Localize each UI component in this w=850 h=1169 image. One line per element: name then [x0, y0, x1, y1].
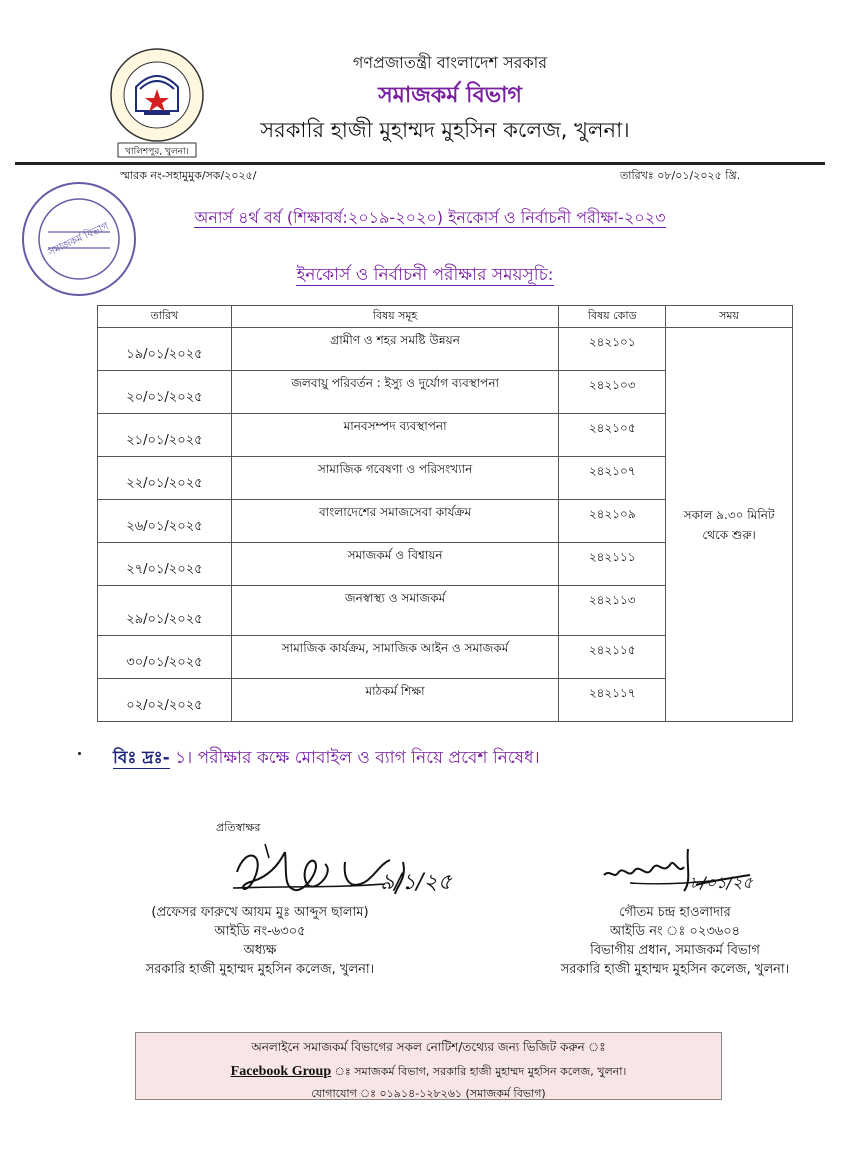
row-code: ২৪২১১৩	[559, 586, 666, 636]
row-subject: সামাজিক কার্যক্রম, সামাজিক আইন ও সমাজকর্ম	[231, 636, 558, 679]
schedule-title-text: ইনকোর্স ও নির্বাচনী পরীক্ষার সময়সূচি:	[296, 265, 554, 285]
principal-signature-date: ৯/১/২৫	[380, 870, 452, 895]
row-code: ২৪২১১১	[559, 543, 666, 586]
row-subject: সমাজকর্ম ও বিশ্বায়ন	[231, 543, 558, 586]
countersign-label: প্রতিস্বাক্ষর	[216, 821, 261, 834]
department-head-block	[520, 903, 830, 979]
principal-designation: অধ্যক্ষ	[243, 943, 277, 958]
row-subject: সামাজিক গবেষণা ও পরিসংখ্যান	[231, 457, 558, 500]
department-title: সমাজকর্ম বিভাগ	[378, 83, 522, 108]
head-name: গৌতম চন্দ্র হাওলাদার	[619, 905, 731, 920]
exam-title	[160, 205, 700, 232]
row-code: ২৪২১০৫	[559, 414, 666, 457]
row-date: ১৯/০১/২০২৫	[98, 328, 232, 371]
issue-date: তারিখঃ ০৮/০১/২০২৫ খ্রি.	[620, 169, 741, 182]
note-heading: বিঃ দ্রঃ-	[113, 748, 170, 768]
head-id: আইডি নং ঃ ০২৩৬০৪	[609, 924, 741, 939]
government-title: গণপ্রজাতন্ত্রী বাংলাদেশ সরকার	[352, 53, 548, 72]
logo-caption: খালিশপুর, খুলনা।	[125, 147, 189, 157]
facebook-group-text: ঃ সমাজকর্ম বিভাগ, সরকারি হাজী মুহাম্মদ মুহসিন কলেজ, খুলনা।	[331, 1065, 627, 1078]
row-subject: মাঠকর্ম শিক্ষা	[231, 679, 558, 722]
row-date: ০২/০২/২০২৫	[98, 679, 232, 722]
row-subject: মানবসম্পদ ব্যবস্থাপনা	[231, 414, 558, 457]
header-subject: বিষয় সমূহ	[231, 306, 558, 328]
header-divider	[15, 162, 825, 165]
header-date: তারিখ	[98, 306, 232, 328]
exam-title-text: অনার্স ৪র্থ বর্ষ (শিক্ষাবর্ষ:২০১৯-২০২০) ইনকোর্স ও নির্বাচনী পরীক্ষা-২০২৩	[194, 208, 666, 227]
row-subject: জলবায়ু পরিবর্তন : ইস্যু ও দুর্যোগ ব্যবস্থাপনা	[231, 371, 558, 414]
time-line-1: সকাল ৯.৩০ মিনিট	[683, 507, 775, 522]
row-subject: বাংলাদেশের সমাজসেবা কার্যক্রম	[231, 500, 558, 543]
row-code: ২৪২১১৫	[559, 636, 666, 679]
footer-contact: যোগাযোগ ঃ ০১৯১৪-১২৮২৬১ (সমাজকর্ম বিভাগ)	[311, 1087, 546, 1100]
notice-note	[113, 745, 540, 773]
row-date: ২৭/০১/২০২৫	[98, 543, 232, 586]
seal-center-text: সমাজকর্ম বিভাগ	[46, 220, 111, 259]
principal-name: (প্রফেসর ফারুখে আযম মুঃ আব্দুস ছালাম)	[151, 905, 369, 920]
header-time: সময়	[666, 306, 793, 328]
footer-facebook-line	[136, 1063, 721, 1082]
footer-visit-line: অনলাইনে সমাজকর্ম বিভাগের সকল নোটিশ/তথ্যের জন্য ভিজিট করুন ঃ	[251, 1040, 606, 1054]
footer-box	[135, 1032, 722, 1100]
row-code: ২৪২১০৭	[559, 457, 666, 500]
memo-number: স্মারক নং-সহামুমুক/সক/২০২৫/	[120, 169, 257, 182]
row-date: ২১/০১/২০২৫	[98, 414, 232, 457]
college-title: সরকারি হাজী মুহাম্মদ মুহসিন কলেজ, খুলনা।	[260, 118, 630, 142]
row-date: ৩০/০১/২০২৫	[98, 636, 232, 679]
principal-block	[120, 903, 400, 979]
row-code: ২৪২১১৭	[559, 679, 666, 722]
schedule-title	[260, 262, 590, 290]
head-signature-date: ৮/০১/২৫	[690, 873, 753, 892]
row-date: ২০/০১/২০২৫	[98, 371, 232, 414]
note-text: ১। পরীক্ষার কক্ষে মোবাইল ও ব্যাগ নিয়ে প্রবেশ নিষেধ।	[169, 748, 540, 768]
exam-time	[666, 328, 793, 722]
row-date: ২৬/০১/২০২৫	[98, 500, 232, 543]
table-row	[98, 328, 793, 371]
row-code: ২৪২১০১	[559, 328, 666, 371]
principal-id: আইডি নং-৬৩০৫	[214, 924, 306, 939]
header-code: বিষয় কোড	[559, 306, 666, 328]
row-subject: জনস্বাস্থ্য ও সমাজকর্ম	[231, 586, 558, 636]
time-line-2: থেকে শুরু।	[702, 527, 756, 542]
row-subject: গ্রামীণ ও শহর সমষ্টি উন্নয়ন	[231, 328, 558, 371]
row-date: ২২/০১/২০২৫	[98, 457, 232, 500]
table-header-row	[98, 306, 793, 328]
department-seal	[20, 180, 138, 298]
principal-college: সরকারি হাজী মুহাম্মদ মুহসিন কলেজ, খুলনা।	[145, 962, 375, 977]
row-code: ২৪২১০৩	[559, 371, 666, 414]
row-code: ২৪২১০৯	[559, 500, 666, 543]
facebook-group-label: Facebook Group	[230, 1064, 332, 1079]
college-logo	[104, 45, 210, 160]
stray-dot	[78, 752, 81, 755]
row-date: ২৯/০১/২০২৫	[98, 586, 232, 636]
exam-schedule-table	[97, 305, 793, 722]
head-college: সরকারি হাজী মুহাম্মদ মুহসিন কলেজ, খুলনা।	[560, 962, 790, 977]
head-designation: বিভাগীয় প্রধান, সমাজকর্ম বিভাগ	[590, 943, 760, 958]
